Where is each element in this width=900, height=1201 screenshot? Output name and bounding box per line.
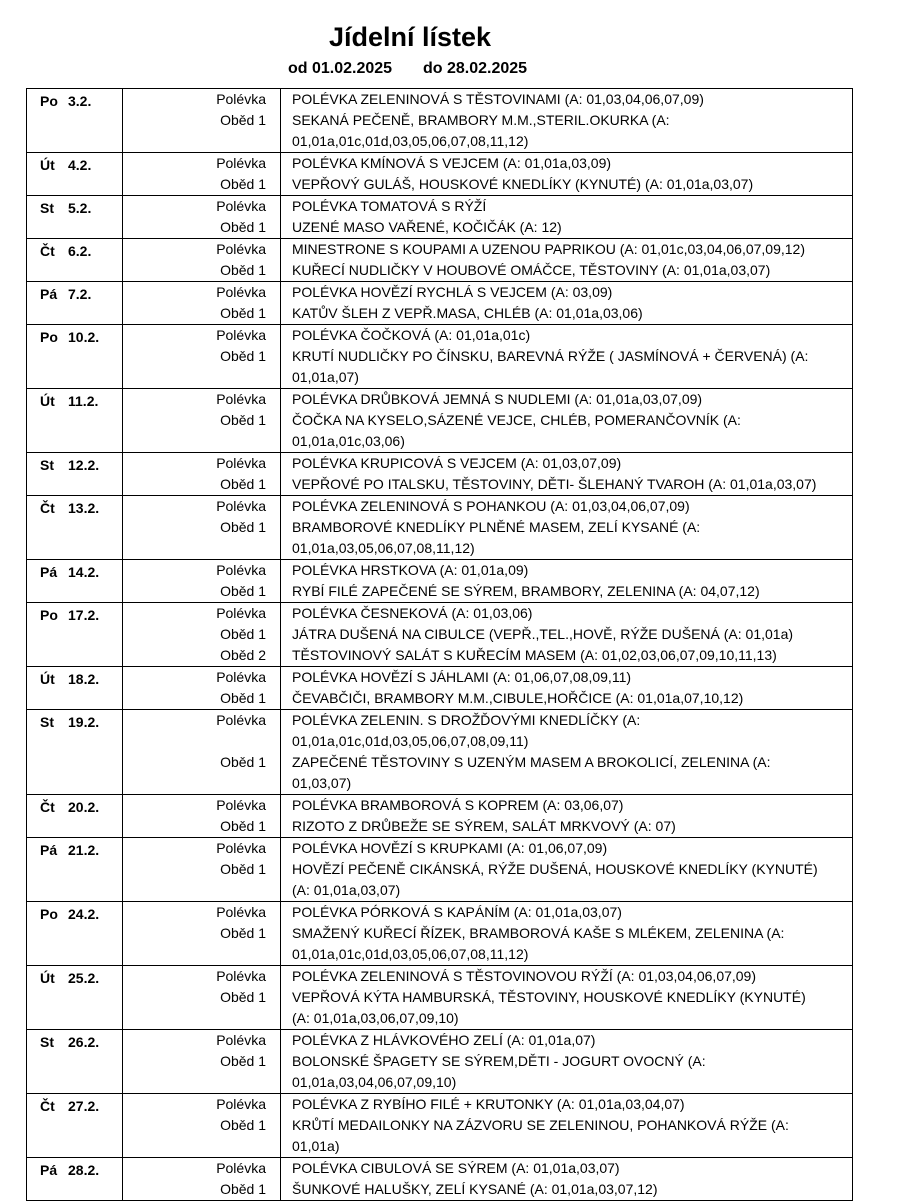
dish-text: KATŮV ŠLEH Z VEPŘ.MASA, CHLÉB (A: 01,01a,03,06) <box>292 305 643 321</box>
meal-type-cell <box>123 196 281 239</box>
meal-type-cell <box>123 966 281 1030</box>
meal-type-cell <box>123 838 281 902</box>
day-row <box>27 282 853 325</box>
dish-text: VEPŘOVÉ PO ITALSKU, TĚSTOVINY, DĚTI- ŠLEHANÝ TVAROH (A: 01,01a,03,07) <box>292 476 817 492</box>
meal-type-spacer <box>123 131 280 152</box>
dish-text: (A: 01,01a,03,06,07,09,10) <box>292 1010 459 1026</box>
meal-type-cell <box>123 667 281 710</box>
dish-cell <box>281 389 853 453</box>
day-row <box>27 153 853 196</box>
dish-text: POLÉVKA HRSTKOVA (A: 01,01a,09) <box>292 562 529 578</box>
weekday: Pá <box>40 564 58 580</box>
day-row <box>27 1094 853 1158</box>
day-date: 14.2. <box>68 564 100 580</box>
day-cell <box>27 966 123 1030</box>
day-row <box>27 667 853 710</box>
day-date: 10.2. <box>68 329 100 345</box>
meal-type-label: Oběd 1 <box>220 305 266 321</box>
day-cell <box>27 89 123 153</box>
dish-text: POLÉVKA ZELENINOVÁ S TĚSTOVINOVOU RÝŽÍ (A: 01,03,04,06,07,09) <box>292 968 757 984</box>
dish-text: KUŘECÍ NUDLIČKY V HOUBOVÉ OMÁČCE, TĚSTOVINY (A: 01,01a,03,07) <box>292 262 771 278</box>
day-row <box>27 966 853 1030</box>
meal-type-label: Polévka <box>216 198 266 214</box>
meal-type-label: Oběd 1 <box>220 861 266 877</box>
meal-type-label: Oběd 1 <box>220 626 266 642</box>
weekday: St <box>40 457 54 473</box>
dish-cell <box>281 838 853 902</box>
meal-type-label: Polévka <box>216 712 266 728</box>
dish-cell <box>281 153 853 196</box>
day-cell <box>27 838 123 902</box>
day-date: 17.2. <box>68 607 100 623</box>
meal-type-label: Polévka <box>216 797 266 813</box>
day-date: 7.2. <box>68 286 92 302</box>
meal-type-label: Oběd 1 <box>220 989 266 1005</box>
meal-type-spacer <box>123 773 280 794</box>
day-date: 5.2. <box>68 200 92 216</box>
weekday: Pá <box>40 842 58 858</box>
weekday: Po <box>40 329 58 345</box>
dish-cell <box>281 667 853 710</box>
dish-text: POLÉVKA ČESNEKOVÁ (A: 01,03,06) <box>292 605 533 621</box>
meal-type-spacer <box>123 1008 280 1029</box>
day-row <box>27 710 853 795</box>
dish-cell <box>281 282 853 325</box>
dish-text: POLÉVKA ZELENINOVÁ S POHANKOU (A: 01,03,04,06,07,09) <box>292 498 690 514</box>
meal-type-label: Polévka <box>216 284 266 300</box>
dish-text: POLÉVKA HOVĚZÍ S JÁHLAMI (A: 01,06,07,08,09,11) <box>292 669 632 685</box>
day-row <box>27 196 853 239</box>
day-date: 26.2. <box>68 1034 100 1050</box>
dish-cell <box>281 89 853 153</box>
dish-text: POLÉVKA ZELENIN. S DROŽĎOVÝMI KNEDLÍČKY (A: <box>292 712 641 728</box>
dish-text: (A: 01,01a,03,07) <box>292 882 401 898</box>
meal-type-cell <box>123 1158 281 1201</box>
dish-cell <box>281 496 853 560</box>
dish-text: BOLONSKÉ ŠPAGETY SE SÝREM,DĚTI - JOGURT OVOCNÝ (A: <box>292 1053 706 1069</box>
meal-type-spacer <box>123 1072 280 1093</box>
weekday: Čt <box>40 243 55 259</box>
dish-text: TĚSTOVINOVÝ SALÁT S KUŘECÍM MASEM (A: 01,02,03,06,07,09,10,11,13) <box>292 647 777 663</box>
day-cell <box>27 1030 123 1094</box>
day-date: 19.2. <box>68 714 100 730</box>
meal-type-cell <box>123 795 281 838</box>
meal-type-cell <box>123 325 281 389</box>
dish-text: MINESTRONE S KOUPAMI A UZENOU PAPRIKOU (A: 01,01c,03,04,06,07,09,12) <box>292 241 806 257</box>
meal-type-label: Oběd 1 <box>220 519 266 535</box>
dish-text: JÁTRA DUŠENÁ NA CIBULCE (VEPŘ.,TEL.,HOVĚ, RÝŽE DUŠENÁ (A: 01,01a) <box>292 626 794 642</box>
dish-text: ZAPEČENÉ TĚSTOVINY S UZENÝM MASEM A BROKOLICÍ, ZELENINA (A: <box>292 754 771 770</box>
from-date: 01.02.2025 <box>312 60 393 77</box>
day-cell <box>27 667 123 710</box>
dish-text: 01,01a,07) <box>292 369 359 385</box>
dish-text: POLÉVKA KRUPICOVÁ S VEJCEM (A: 01,03,07,09) <box>292 455 622 471</box>
dish-cell <box>281 1094 853 1158</box>
meal-type-cell <box>123 710 281 795</box>
dish-cell <box>281 603 853 667</box>
dish-text: POLÉVKA Z HLÁVKOVÉHO ZELÍ (A: 01,01a,07) <box>292 1032 596 1048</box>
meal-type-label: Polévka <box>216 498 266 514</box>
meal-type-spacer <box>123 944 280 965</box>
dish-text: UZENÉ MASO VAŘENÉ, KOČIČÁK (A: 12) <box>292 219 562 235</box>
dish-text: VEPŘOVÁ KÝTA HAMBURSKÁ, TĚSTOVINY, HOUSKOVÉ KNEDLÍKY (KYNUTÉ) <box>292 989 806 1005</box>
meal-type-cell <box>123 389 281 453</box>
day-date: 6.2. <box>68 243 92 259</box>
day-date: 18.2. <box>68 671 100 687</box>
day-date: 27.2. <box>68 1098 100 1114</box>
weekday: Po <box>40 93 58 109</box>
dish-cell <box>281 560 853 603</box>
dish-cell <box>281 1158 853 1201</box>
day-row <box>27 902 853 966</box>
day-row <box>27 1030 853 1094</box>
meal-type-label: Polévka <box>216 605 266 621</box>
day-row <box>27 325 853 389</box>
meal-type-label: Polévka <box>216 155 266 171</box>
day-cell <box>27 560 123 603</box>
day-cell <box>27 239 123 282</box>
meal-type-cell <box>123 603 281 667</box>
meal-type-label: Oběd 1 <box>220 1053 266 1069</box>
meal-type-cell <box>123 282 281 325</box>
dish-text: POLÉVKA TOMATOVÁ S RÝŽÍ <box>292 198 487 214</box>
meal-type-cell <box>123 453 281 496</box>
meal-type-label: Polévka <box>216 669 266 685</box>
day-cell <box>27 902 123 966</box>
meal-type-label: Oběd 1 <box>220 583 266 599</box>
page-title: Jídelní lístek <box>328 22 492 52</box>
meal-type-label: Oběd 1 <box>220 1181 266 1197</box>
day-row <box>27 560 853 603</box>
from-label: od <box>288 60 308 77</box>
meal-type-label: Oběd 1 <box>220 412 266 428</box>
meal-type-label: Polévka <box>216 904 266 920</box>
meal-type-label: Polévka <box>216 1096 266 1112</box>
meal-type-cell <box>123 496 281 560</box>
meal-type-spacer <box>123 731 280 752</box>
to-label: do <box>422 60 443 77</box>
day-cell <box>27 153 123 196</box>
meal-type-label: Polévka <box>216 455 266 471</box>
dish-text: POLÉVKA KMÍNOVÁ S VEJCEM (A: 01,01a,03,09) <box>292 155 612 171</box>
dish-text: 01,01a) <box>292 1138 340 1154</box>
dish-text: POLÉVKA ČOČKOVÁ (A: 01,01a,01c) <box>292 327 531 343</box>
day-cell <box>27 603 123 667</box>
meal-type-label: Oběd 1 <box>220 690 266 706</box>
meal-type-spacer <box>123 431 280 452</box>
dish-text: HOVĚZÍ PEČENĚ CIKÁNSKÁ, RÝŽE DUŠENÁ, HOUSKOVÉ KNEDLÍKY (KYNUTÉ) <box>292 861 818 877</box>
day-date: 21.2. <box>68 842 100 858</box>
dish-text: ČEVABČIČI, BRAMBORY M.M.,CIBULE,HOŘČICE (A: 01,01a,07,10,12) <box>292 690 744 706</box>
day-date: 12.2. <box>68 457 100 473</box>
meal-type-label: Oběd 1 <box>220 262 266 278</box>
meal-type-cell <box>123 560 281 603</box>
meal-type-label: Polévka <box>216 241 266 257</box>
dish-cell <box>281 795 853 838</box>
weekday: Pá <box>40 1162 58 1178</box>
dish-text: 01,01a,01c,01d,03,05,06,07,08,11,12) <box>292 133 529 149</box>
dish-text: RIZOTO Z DRŮBEŽE SE SÝREM, SALÁT MRKVOVÝ (A: 07) <box>292 818 676 834</box>
meal-type-label: Oběd 1 <box>220 754 266 770</box>
dish-text: 01,03,07) <box>292 775 352 791</box>
dish-text: BRAMBOROVÉ KNEDLÍKY PLNĚNÉ MASEM, ZELÍ KYSANÉ (A: <box>292 519 701 535</box>
meal-type-cell <box>123 1094 281 1158</box>
weekday: Po <box>40 906 58 922</box>
day-cell <box>27 325 123 389</box>
day-row <box>27 838 853 902</box>
meal-type-label: Polévka <box>216 1160 266 1176</box>
dish-text: POLÉVKA HOVĚZÍ S KRUPKAMI (A: 01,06,07,09) <box>292 840 608 856</box>
weekday: Pá <box>40 286 58 302</box>
dish-text: KRUTÍ NUDLIČKY PO ČÍNSKU, BAREVNÁ RÝŽE ( JASMÍNOVÁ + ČERVENÁ) (A: <box>292 348 809 364</box>
to-date: 28.02.2025 <box>446 60 528 77</box>
day-row <box>27 496 853 560</box>
meal-type-label: Polévka <box>216 327 266 343</box>
meal-type-cell <box>123 902 281 966</box>
weekday: St <box>40 1034 54 1050</box>
dish-cell <box>281 966 853 1030</box>
day-cell <box>27 1158 123 1201</box>
meal-type-label: Oběd 1 <box>220 476 266 492</box>
meal-type-label: Polévka <box>216 391 266 407</box>
dish-text: 01,01a,01c,03,06) <box>292 433 405 449</box>
meal-type-cell <box>123 1030 281 1094</box>
day-cell <box>27 282 123 325</box>
day-cell <box>27 389 123 453</box>
dish-text: VEPŘOVÝ GULÁŠ, HOUSKOVÉ KNEDLÍKY (KYNUTÉ) (A: 01,01a,03,07) <box>292 176 754 192</box>
meal-type-label: Polévka <box>216 91 266 107</box>
dish-cell <box>281 710 853 795</box>
dish-text: POLÉVKA PÓRKOVÁ S KAPÁNÍM (A: 01,01a,03,07) <box>292 904 622 920</box>
meal-type-spacer <box>123 1136 280 1157</box>
day-cell <box>27 496 123 560</box>
dish-text: RYBÍ FILÉ ZAPEČENÉ SE SÝREM, BRAMBORY, ZELENINA (A: 04,07,12) <box>292 583 760 599</box>
day-row <box>27 389 853 453</box>
weekday: Út <box>40 970 55 986</box>
weekday: Čt <box>40 799 55 815</box>
dish-cell <box>281 902 853 966</box>
meal-type-label: Oběd 1 <box>220 925 266 941</box>
meal-type-label: Polévka <box>216 562 266 578</box>
weekday: Út <box>40 671 55 687</box>
day-row <box>27 89 853 153</box>
weekday: Čt <box>40 1098 55 1114</box>
meal-type-label: Polévka <box>216 1032 266 1048</box>
dish-text: 01,01a,01c,01d,03,05,06,07,08,09,11) <box>292 733 529 749</box>
day-row <box>27 1158 853 1201</box>
dish-text: SMAŽENÝ KUŘECÍ ŘÍZEK, BRAMBOROVÁ KAŠE S MLÉKEM, ZELENINA (A: <box>292 925 785 941</box>
meal-type-label: Oběd 2 <box>220 647 266 663</box>
weekday: St <box>40 200 54 216</box>
meal-type-label: Oběd 1 <box>220 1117 266 1133</box>
dish-cell <box>281 196 853 239</box>
day-row <box>27 453 853 496</box>
dish-text: 01,01a,03,04,06,07,09,10) <box>292 1074 457 1090</box>
day-cell <box>27 453 123 496</box>
meal-type-label: Polévka <box>216 840 266 856</box>
meal-type-label: Oběd 1 <box>220 112 266 128</box>
weekday: Út <box>40 157 55 173</box>
meal-type-spacer <box>123 367 280 388</box>
day-row <box>27 795 853 838</box>
dish-text: KRŮTÍ MEDAILONKY NA ZÁZVORU SE ZELENINOU, POHANKOVÁ RÝŽE (A: <box>292 1117 789 1133</box>
dish-text: SEKANÁ PEČENĚ, BRAMBORY M.M.,STERIL.OKURKA (A: <box>292 112 670 128</box>
day-cell <box>27 1094 123 1158</box>
dish-text: 01,01a,01c,01d,03,05,06,07,08,11,12) <box>292 946 529 962</box>
dish-cell <box>281 239 853 282</box>
dish-text: ŠUNKOVÉ HALUŠKY, ZELÍ KYSANÉ (A: 01,01a,03,07,12) <box>292 1181 658 1197</box>
dish-text: POLÉVKA ZELENINOVÁ S TĚSTOVINAMI (A: 01,03,04,06,07,09) <box>292 91 704 107</box>
day-date: 4.2. <box>68 157 92 173</box>
day-date: 11.2. <box>68 393 99 409</box>
meal-type-spacer <box>123 538 280 559</box>
meal-type-label: Oběd 1 <box>220 219 266 235</box>
meal-type-cell <box>123 153 281 196</box>
meal-type-cell <box>123 239 281 282</box>
dish-text: POLÉVKA BRAMBOROVÁ S KOPREM (A: 03,06,07) <box>292 797 624 813</box>
day-date: 28.2. <box>68 1162 100 1178</box>
day-date: 24.2. <box>68 906 100 922</box>
dish-cell <box>281 1030 853 1094</box>
day-row <box>27 603 853 667</box>
day-cell <box>27 710 123 795</box>
day-date: 25.2. <box>68 970 100 986</box>
day-row <box>27 239 853 282</box>
meal-type-label: Oběd 1 <box>220 818 266 834</box>
dish-text: POLÉVKA DRŮBKOVÁ JEMNÁ S NUDLEMI (A: 01,01a,03,07,09) <box>292 391 703 407</box>
dish-text: POLÉVKA Z RYBÍHO FILÉ + KRUTONKY (A: 01,01a,03,04,07) <box>292 1096 685 1112</box>
dish-text: ČOČKA NA KYSELO,SÁZENÉ VEJCE, CHLÉB, POMERANČOVNÍK (A: <box>292 412 741 428</box>
weekday: St <box>40 714 54 730</box>
meal-type-spacer <box>123 880 280 901</box>
meal-type-cell <box>123 89 281 153</box>
day-cell <box>27 196 123 239</box>
weekday: Po <box>40 607 58 623</box>
dish-text: POLÉVKA CIBULOVÁ SE SÝREM (A: 01,01a,03,07) <box>292 1160 620 1176</box>
dish-text: POLÉVKA HOVĚZÍ RYCHLÁ S VEJCEM (A: 03,09) <box>292 284 613 300</box>
meal-type-label: Oběd 1 <box>220 348 266 364</box>
date-range <box>288 60 527 78</box>
day-date: 20.2. <box>68 799 100 815</box>
weekday: Čt <box>40 500 55 516</box>
day-cell <box>27 795 123 838</box>
day-date: 13.2. <box>68 500 100 516</box>
weekday: Út <box>40 393 55 409</box>
day-date: 3.2. <box>68 93 92 109</box>
dish-cell <box>281 325 853 389</box>
meal-type-label: Oběd 1 <box>220 176 266 192</box>
meal-type-label: Polévka <box>216 968 266 984</box>
dish-cell <box>281 453 853 496</box>
dish-text: 01,01a,03,05,06,07,08,11,12) <box>292 540 475 556</box>
menu-table <box>26 88 853 1201</box>
